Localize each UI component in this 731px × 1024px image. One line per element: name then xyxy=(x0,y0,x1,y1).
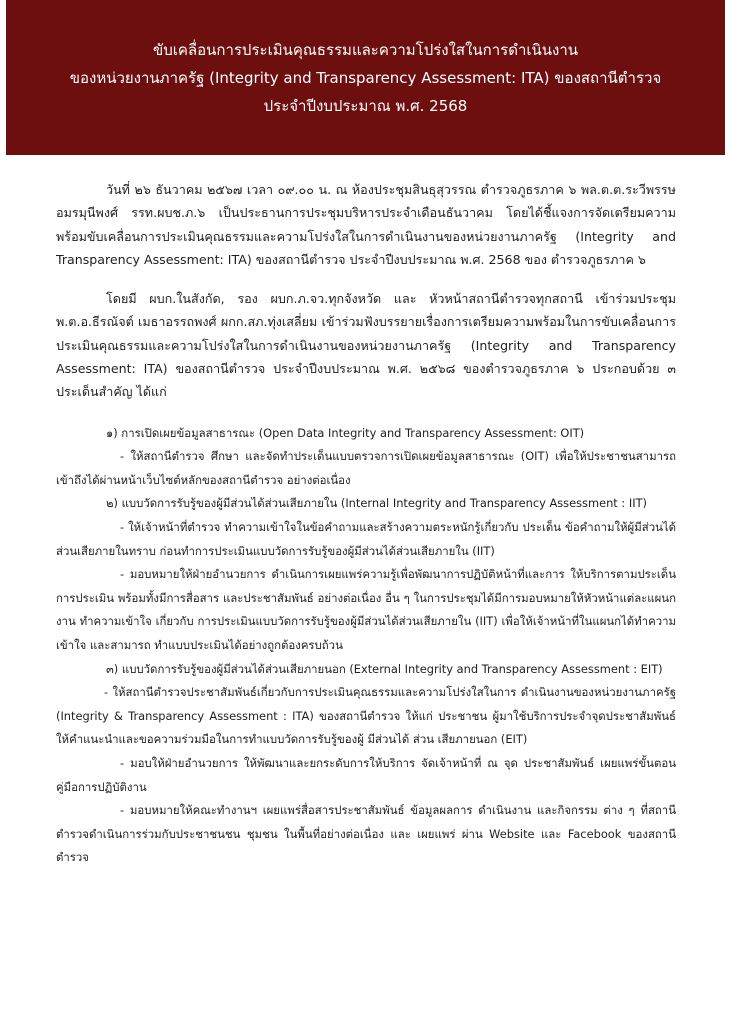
title-line-3: ประจำปีงบประมาณ พ.ศ. 2568 xyxy=(263,96,468,115)
item3-heading: ๓) แบบวัดการรับรู้ของผู้มีส่วนได้ส่วนเสียภายนอก (External Integrity and Transparency Assessment : EIT) xyxy=(106,661,663,676)
document-body xyxy=(56,178,676,870)
item1-text: - ให้สถานีตำรวจ ศึกษา และจัดทำประเด็นแบบตรวจการเปิดเผยข้อมูลสาธารณะ (OIT) เพื่อให้ประชาชนสามารถเข้าถึงได้ผ่านหน้าเว็บไซต์หลักของสถานีตำรวจ อย่างต่อเนื่อง xyxy=(56,449,676,487)
title-line-2: ของหน่วยงานภาครัฐ (Integrity and Transparency Assessment: ITA) ของสถานีตำรวจ xyxy=(69,68,662,87)
title-line-1: ขับเคลื่อนการประเมินคุณธรรมและความโปร่งใสในการดำเนินงาน xyxy=(152,40,579,59)
item1-heading: ๑) การเปิดเผยข้อมูลสาธารณะ (Open Data Integrity and Transparency Assessment: OIT) xyxy=(106,425,585,440)
title-banner xyxy=(6,0,725,155)
item3-text-3: - มอบหมายให้คณะทำงานฯ เผยแพร่สื่อสารประชาสัมพันธ์ ข้อมูลผลการ ดำเนินงาน และกิจกรรม ต่าง ๆ ที่สถานีตำรวจดำเนินการร่วมกับประชาชนชน ชุมชน ในพื้นที่อย่างต่อเนื่อง และ เผยแพร่ ผ่าน Website และ Facebook ของสถานีตำรวจ xyxy=(56,803,676,865)
item2-heading: ๒) แบบวัดการรับรู้ของผู้มีส่วนได้ส่วนเสียภายใน (Internal Integrity and Transparency Assessment : IIT) xyxy=(106,496,647,511)
item2-text-1: - ให้เจ้าหน้าที่ตำรวจ ทำความเข้าใจในข้อคำถามและสร้างความตระหนักรู้เกี่ยวกับ ประเด็น ข้อคำถามให้ผู้มีส่วนได้ส่วนเสียภายในทราบ ก่อนทำการประเมินแบบวัดการรับรู้ของผู้มีส่วนได้ส่วนเสียภายใน (IIT) xyxy=(56,520,676,558)
item2-text-2: - มอบหมายให้ฝ่ายอำนวยการ ดำเนินการเผยแพร่ความรู้เพื่อพัฒนาการปฏิบัติหน้าที่และการ ให้บริการตามประเด็นการประเมิน พร้อมทั้งมีการสื่อสาร และประชาสัมพันธ์ อย่างต่อเนื่อง อื่น ๆ ในการประชุมได้มีการมอบหมายให้หัวหน้าแต่ละแผนกงาน ทำความเข้าใจ เกี่ยวกับ การประเมินแบบวัดการรับรู้ของผู้มีส่วนได้ส่วนเสียภายใน (IIT) เพื่อให้เจ้าหน้าที่ในแผนกได้ทำความเข้าใจ และสามารถ ทำแบบประเมินได้อย่างถูกต้องครบถ้วน xyxy=(56,567,676,653)
item3-text-1: - ให้สถานีตำรวจประชาสัมพันธ์เกี่ยวกับการประเมินคุณธรรมและความโปร่งใสในการ ดำเนินงานของหน่วยงานภาครัฐ (Integrity & Transparency Assessment : ITA) ของสถานีตำรวจ ให้แก่ ประชาชน ผู้มาใช้บริการประจำจุดประชาสัมพันธ์ ให้คำแนะนำและขอความร่วมมือในการทำแบบวัดการรับรู้ของผู้ มีส่วนได้ ส่วน เสียภายนอก (EIT) xyxy=(56,685,676,747)
item3-text-2: - มอบให้ฝ่ายอำนวยการ ให้พัฒนาและยกระดับการให้บริการ จัดเจ้าหน้าที่ ณ จุด ประชาสัมพันธ์ เผยแพร่ขั้นตอน คู่มือการปฏิบัติงาน xyxy=(56,755,676,794)
paragraph-attendees: โดยมี ผบก.ในสังกัด, รอง ผบก.ภ.จว.ทุกจังหวัด และ หัวหน้าสถานีตำรวจทุกสถานี เข้าร่วมประชุม พ.ต.อ.ธีรณัจต์ เมธาอรรถพงศ์ ผกก.สภ.ทุ่งเสลี่ยม เข้าร่วมฟังบรรยายเรื่องการเตรียมความพร้อมในการขับเคลื่อนการประเมินคุณธรรมและความโปร่งใสในการดำเนินงานของหน่วยงานภาครัฐ (Integrity and Transparency Assessment: ITA) ของสถานีตำรวจ ประจำปีงบประมาณ พ.ศ. ๒๕๖๘ ของตำรวจภูธรภาค ๖ ประกอบด้วย ๓ ประเด็นสำคัญ ได้แก่ xyxy=(56,291,676,400)
key-points-list xyxy=(56,422,676,870)
paragraph-meeting-intro: วันที่ ๒๖ ธันวาคม ๒๕๖๗ เวลา ๐๙.๐๐ น. ณ ห้องประชุมสินธุสุวรรณ ตำรวจภูธรภาค ๖ พล.ต.ต.ระวีพรรษ อมรมุนีพงศ์ รรท.ผบช.ภ.๖ เป็นประธานการประชุมบริหารประจำเดือนธันวาคม โดยได้ชี้แจงการจัดเตรียมความพร้อมขับเคลื่อนการประเมินคุณธรรมและความโปร่งใสในการดำเนินงานของหน่วยงานภาครัฐ (Integrity and Transparency Assessment: ITA) ของสถานีตำรวจ ประจำปีงบประมาณ พ.ศ. 2568 ของ ตำรวจภูธรภาค ๖ xyxy=(56,182,676,267)
